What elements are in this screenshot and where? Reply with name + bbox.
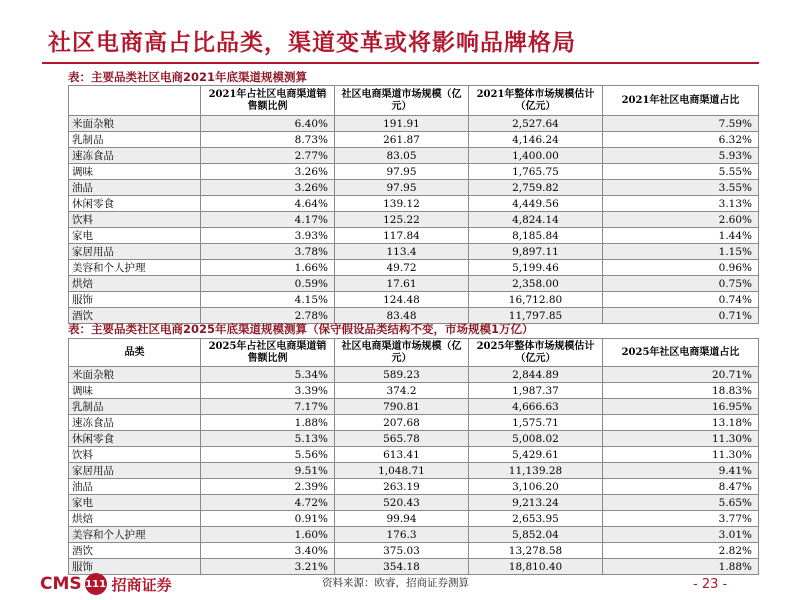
- table-row: [69, 399, 759, 415]
- value-cell: 3.93%: [201, 228, 335, 244]
- value-cell: 97.95: [335, 180, 469, 196]
- category-cell: 油品: [69, 180, 201, 196]
- value-cell: 4,666.63: [469, 399, 603, 415]
- value-cell: 9,897.11: [469, 244, 603, 260]
- table-row: [69, 383, 759, 399]
- category-cell: 调味: [69, 164, 201, 180]
- value-cell: 0.71%: [603, 308, 759, 324]
- category-cell: 美容和个人护理: [69, 527, 201, 543]
- value-cell: 7.17%: [201, 399, 335, 415]
- logo-company-name: 招商证券: [111, 575, 172, 594]
- value-cell: 8.73%: [201, 132, 335, 148]
- column-header: 2021年占社区电商渠道销售额比例: [201, 86, 335, 116]
- table-row: [69, 132, 759, 148]
- value-cell: 2.77%: [201, 148, 335, 164]
- category-cell: 调味: [69, 383, 201, 399]
- value-cell: 4,449.56: [469, 196, 603, 212]
- value-cell: 191.91: [335, 116, 469, 132]
- value-cell: 2.82%: [603, 543, 759, 559]
- source-note: 资料来源：欧睿，招商证券测算: [322, 577, 469, 589]
- value-cell: 3.21%: [201, 559, 335, 575]
- column-header: 2025年占社区电商渠道销售额比例: [201, 339, 335, 367]
- column-header: 社区电商渠道市场规模（亿元）: [335, 339, 469, 367]
- value-cell: 5.56%: [201, 447, 335, 463]
- value-cell: 613.41: [335, 447, 469, 463]
- table-row: [69, 212, 759, 228]
- value-cell: 374.2: [335, 383, 469, 399]
- table-row: [69, 367, 759, 383]
- cms-logo: [40, 573, 172, 595]
- table-row: [69, 276, 759, 292]
- value-cell: 2.60%: [603, 212, 759, 228]
- column-header: [69, 86, 201, 116]
- column-header: 社区电商渠道市场规模（亿元）: [335, 86, 469, 116]
- value-cell: 3.78%: [201, 244, 335, 260]
- category-cell: 家居用品: [69, 244, 201, 260]
- category-cell: 休闲零食: [69, 431, 201, 447]
- category-cell: 油品: [69, 479, 201, 495]
- value-cell: 97.95: [335, 164, 469, 180]
- value-cell: 3.77%: [603, 511, 759, 527]
- table-2025-channel-size: [68, 338, 759, 575]
- value-cell: 18.83%: [603, 383, 759, 399]
- table-row: [69, 511, 759, 527]
- value-cell: 354.18: [335, 559, 469, 575]
- value-cell: 1,400.00: [469, 148, 603, 164]
- value-cell: 176.3: [335, 527, 469, 543]
- value-cell: 1,765.75: [469, 164, 603, 180]
- value-cell: 11.30%: [603, 447, 759, 463]
- value-cell: 5.93%: [603, 148, 759, 164]
- value-cell: 261.87: [335, 132, 469, 148]
- value-cell: 5.55%: [603, 164, 759, 180]
- value-cell: 589.23: [335, 367, 469, 383]
- title-divider: [42, 62, 759, 64]
- value-cell: 13.18%: [603, 415, 759, 431]
- category-cell: 乳制品: [69, 132, 201, 148]
- column-header: 2021年社区电商渠道占比: [603, 86, 759, 116]
- value-cell: 2.78%: [201, 308, 335, 324]
- table-row: [69, 228, 759, 244]
- value-cell: 2,527.64: [469, 116, 603, 132]
- table-row: [69, 116, 759, 132]
- value-cell: 1,575.71: [469, 415, 603, 431]
- page-title: 社区电商高占比品类，渠道变革或将影响品牌格局: [48, 30, 576, 56]
- column-header: 2021年整体市场规模估计（亿元）: [469, 86, 603, 116]
- logo-text: CMS: [40, 574, 82, 594]
- value-cell: 0.74%: [603, 292, 759, 308]
- category-cell: 饮料: [69, 447, 201, 463]
- category-cell: 烘焙: [69, 276, 201, 292]
- value-cell: 3.01%: [603, 527, 759, 543]
- value-cell: 8,185.84: [469, 228, 603, 244]
- value-cell: 5.13%: [201, 431, 335, 447]
- value-cell: 7.59%: [603, 116, 759, 132]
- category-cell: 家电: [69, 228, 201, 244]
- value-cell: 2,759.82: [469, 180, 603, 196]
- value-cell: 1.88%: [201, 415, 335, 431]
- value-cell: 2,653.95: [469, 511, 603, 527]
- value-cell: 3.40%: [201, 543, 335, 559]
- value-cell: 6.40%: [201, 116, 335, 132]
- value-cell: 11,797.85: [469, 308, 603, 324]
- value-cell: 11.30%: [603, 431, 759, 447]
- table-row: [69, 543, 759, 559]
- category-cell: 速冻食品: [69, 148, 201, 164]
- value-cell: 83.48: [335, 308, 469, 324]
- table-row: [69, 292, 759, 308]
- value-cell: 113.4: [335, 244, 469, 260]
- category-cell: 烘焙: [69, 511, 201, 527]
- column-header: 品类: [69, 339, 201, 367]
- value-cell: 13,278.58: [469, 543, 603, 559]
- table1-caption: 表：主要品类社区电商2021年底渠道规模测算: [68, 70, 308, 84]
- value-cell: 1.15%: [603, 244, 759, 260]
- value-cell: 6.32%: [603, 132, 759, 148]
- value-cell: 3.55%: [603, 180, 759, 196]
- value-cell: 3.39%: [201, 383, 335, 399]
- table2-caption: 表：主要品类社区电商2025年底渠道规模测算（保守假设品类结构不变，市场规模1万亿）: [68, 322, 534, 336]
- value-cell: 790.81: [335, 399, 469, 415]
- value-cell: 375.03: [335, 543, 469, 559]
- table-row: [69, 559, 759, 575]
- table-row: [69, 431, 759, 447]
- value-cell: 5,852.04: [469, 527, 603, 543]
- table-row: [69, 148, 759, 164]
- category-cell: 米面杂粮: [69, 367, 201, 383]
- value-cell: 0.91%: [201, 511, 335, 527]
- value-cell: 263.19: [335, 479, 469, 495]
- table-row: [69, 495, 759, 511]
- category-cell: 乳制品: [69, 399, 201, 415]
- value-cell: 5,429.61: [469, 447, 603, 463]
- value-cell: 83.05: [335, 148, 469, 164]
- value-cell: 139.12: [335, 196, 469, 212]
- value-cell: 9,213.24: [469, 495, 603, 511]
- value-cell: 3,106.20: [469, 479, 603, 495]
- category-cell: 服饰: [69, 559, 201, 575]
- value-cell: 3.26%: [201, 180, 335, 196]
- table-2021-channel-size: [68, 85, 759, 324]
- value-cell: 125.22: [335, 212, 469, 228]
- value-cell: 1.44%: [603, 228, 759, 244]
- value-cell: 0.59%: [201, 276, 335, 292]
- value-cell: 18,810.40: [469, 559, 603, 575]
- category-cell: 饮料: [69, 212, 201, 228]
- column-header: 2025年整体市场规模估计（亿元）: [469, 339, 603, 367]
- table-row: [69, 180, 759, 196]
- category-cell: 休闲零食: [69, 196, 201, 212]
- value-cell: 207.68: [335, 415, 469, 431]
- value-cell: 5.34%: [201, 367, 335, 383]
- value-cell: 1,987.37: [469, 383, 603, 399]
- value-cell: 0.75%: [603, 276, 759, 292]
- value-cell: 5.65%: [603, 495, 759, 511]
- value-cell: 520.43: [335, 495, 469, 511]
- value-cell: 0.96%: [603, 260, 759, 276]
- value-cell: 4.17%: [201, 212, 335, 228]
- category-cell: 速冻食品: [69, 415, 201, 431]
- value-cell: 4.72%: [201, 495, 335, 511]
- value-cell: 2,844.89: [469, 367, 603, 383]
- table-row: [69, 527, 759, 543]
- column-header: 2025年社区电商渠道占比: [603, 339, 759, 367]
- value-cell: 1.60%: [201, 527, 335, 543]
- logo-badge-icon: 111: [85, 573, 107, 595]
- value-cell: 4,146.24: [469, 132, 603, 148]
- value-cell: 3.13%: [603, 196, 759, 212]
- table-row: [69, 447, 759, 463]
- value-cell: 2.39%: [201, 479, 335, 495]
- value-cell: 124.48: [335, 292, 469, 308]
- category-cell: 家电: [69, 495, 201, 511]
- table-row: [69, 463, 759, 479]
- value-cell: 99.94: [335, 511, 469, 527]
- value-cell: 16,712.80: [469, 292, 603, 308]
- value-cell: 49.72: [335, 260, 469, 276]
- value-cell: 5,199.46: [469, 260, 603, 276]
- value-cell: 4,824.14: [469, 212, 603, 228]
- value-cell: 117.84: [335, 228, 469, 244]
- value-cell: 20.71%: [603, 367, 759, 383]
- value-cell: 3.26%: [201, 164, 335, 180]
- value-cell: 2,358.00: [469, 276, 603, 292]
- value-cell: 9.51%: [201, 463, 335, 479]
- table-row: [69, 479, 759, 495]
- category-cell: 服饰: [69, 292, 201, 308]
- value-cell: 9.41%: [603, 463, 759, 479]
- value-cell: 4.15%: [201, 292, 335, 308]
- category-cell: 米面杂粮: [69, 116, 201, 132]
- page-number: - 23 -: [693, 577, 728, 592]
- category-cell: 酒饮: [69, 543, 201, 559]
- value-cell: 1.66%: [201, 260, 335, 276]
- value-cell: 5,008.02: [469, 431, 603, 447]
- table-row: [69, 196, 759, 212]
- value-cell: 4.64%: [201, 196, 335, 212]
- table-row: [69, 244, 759, 260]
- category-cell: 美容和个人护理: [69, 260, 201, 276]
- value-cell: 1.88%: [603, 559, 759, 575]
- table-row: [69, 260, 759, 276]
- category-cell: 酒饮: [69, 308, 201, 324]
- table-row: [69, 164, 759, 180]
- category-cell: 家居用品: [69, 463, 201, 479]
- value-cell: 565.78: [335, 431, 469, 447]
- value-cell: 1,048.71: [335, 463, 469, 479]
- table-row: [69, 415, 759, 431]
- value-cell: 11,139.28: [469, 463, 603, 479]
- value-cell: 17.61: [335, 276, 469, 292]
- value-cell: 8.47%: [603, 479, 759, 495]
- value-cell: 16.95%: [603, 399, 759, 415]
